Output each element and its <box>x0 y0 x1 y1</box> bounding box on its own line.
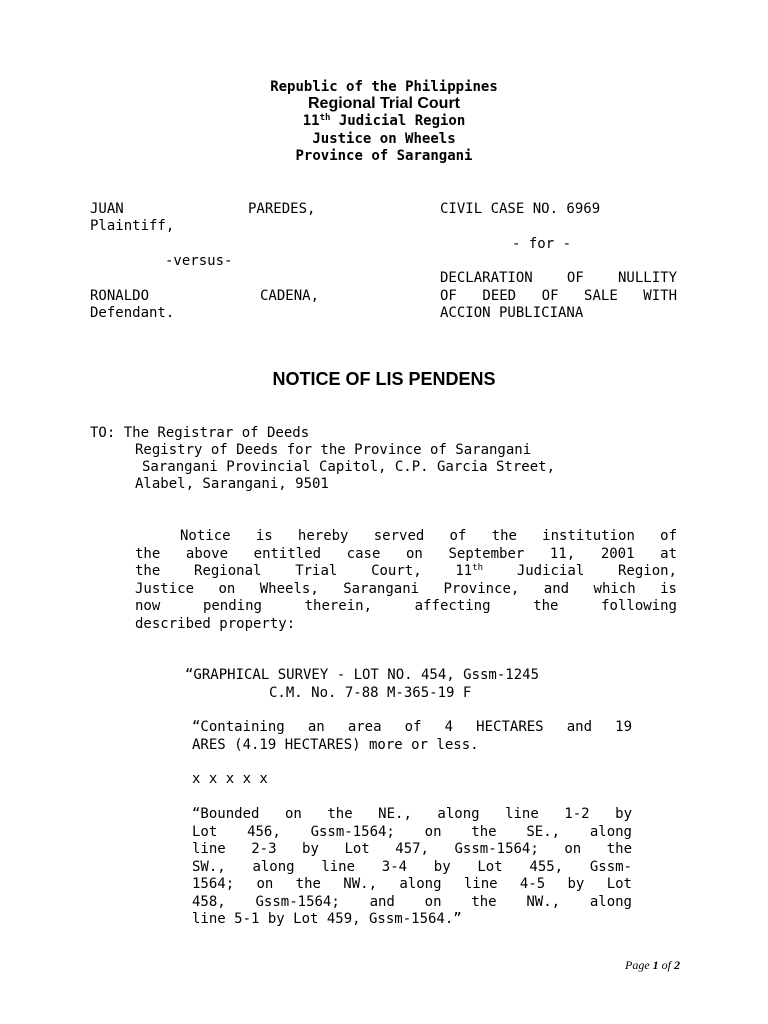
plaintiff-last-name: PAREDES, <box>248 201 316 217</box>
defendant-first-name: RONALDO <box>90 288 150 304</box>
addressee-line: Sarangani Provincial Capitol, C.P. Garcia Street, <box>142 459 556 475</box>
addressee-line: TO: The Registrar of Deeds <box>90 425 310 441</box>
branch-line: Justice on Wheels <box>312 131 456 147</box>
of-word: of <box>661 958 671 972</box>
republic-line: Republic of the Philippines <box>270 79 498 95</box>
ordinal-suffix: th <box>472 563 484 573</box>
notice-text: Judicial Region, <box>483 563 677 579</box>
case-nature-line: OF DEED OF SALE WITH <box>440 287 677 304</box>
notice-line: the above entitled case on September 11, 2001 at <box>135 545 677 562</box>
bounds-line: 458, Gssm-1564; and on the NW., along <box>192 893 632 910</box>
omission-marks: x x x x x <box>192 771 268 787</box>
judicial-region-line <box>0 113 768 129</box>
region-text: Judicial Region <box>330 113 466 129</box>
region-ordinal-suffix: th <box>319 113 331 123</box>
current-page: 1 <box>652 958 659 972</box>
case-nature-line: DECLARATION OF NULLITY <box>440 270 677 286</box>
notice-text: the Regional Trial Court, 11 <box>135 563 473 579</box>
defendant-last-name: CADENA, <box>260 288 320 304</box>
bounds-line: SW., along line 3-4 by Lot 455, Gssm- <box>192 858 632 875</box>
document-title: NOTICE OF LIS PENDENS <box>272 369 496 389</box>
notice-paragraph <box>135 528 677 633</box>
bounds-paragraph <box>192 806 632 929</box>
notice-line: described property: <box>135 615 296 632</box>
bounds-line: 1564; on the NW., along line 4-5 by Lot <box>192 876 632 892</box>
for-label: - for - <box>512 236 572 252</box>
versus-label: -versus- <box>165 253 233 269</box>
area-line: “Containing an area of 4 HECTARES and 19 <box>192 719 632 735</box>
case-number: CIVIL CASE NO. 6969 <box>440 201 601 217</box>
addressee-line: Alabel, Sarangani, 9501 <box>135 476 329 492</box>
notice-line: Notice is hereby served of the institution of <box>180 528 677 544</box>
area-line: ARES (4.19 HECTARES) more or less. <box>192 736 479 753</box>
plaintiff-first-name: JUAN <box>90 201 124 217</box>
total-pages: 2 <box>674 958 680 972</box>
notice-line: now pending therein, affecting the following <box>135 598 677 614</box>
bounds-line: line 2-3 by Lot 457, Gssm-1564; on the <box>192 841 632 857</box>
region-number: 11 <box>302 113 320 129</box>
notice-line: Justice on Wheels, Sarangani Province, and which is <box>135 580 677 597</box>
plaintiff-role: Plaintiff, <box>90 218 175 234</box>
case-nature <box>440 270 677 323</box>
survey-line: “GRAPHICAL SURVEY - LOT NO. 454, Gssm-1245 <box>185 667 540 683</box>
court-name: Regional Trial Court <box>307 95 460 112</box>
survey-line: C.M. No. 7-88 M-365-19 F <box>269 685 472 701</box>
addressee-line: Registry of Deeds for the Province of Sarangani <box>135 442 532 458</box>
bounds-line: line 5-1 by Lot 459, Gssm-1564.” <box>192 911 462 927</box>
notice-line <box>135 563 677 581</box>
bounds-line: “Bounded on the NE., along line 1-2 by <box>192 806 632 822</box>
area-paragraph <box>192 719 632 754</box>
page-word: Page <box>625 958 650 972</box>
bounds-line: Lot 456, Gssm-1564; on the SE., along <box>192 823 632 840</box>
province-line: Province of Sarangani <box>295 148 473 164</box>
page-number <box>625 958 680 973</box>
case-nature-line: ACCION PUBLICIANA <box>440 305 584 321</box>
defendant-role: Defendant. <box>90 305 175 321</box>
